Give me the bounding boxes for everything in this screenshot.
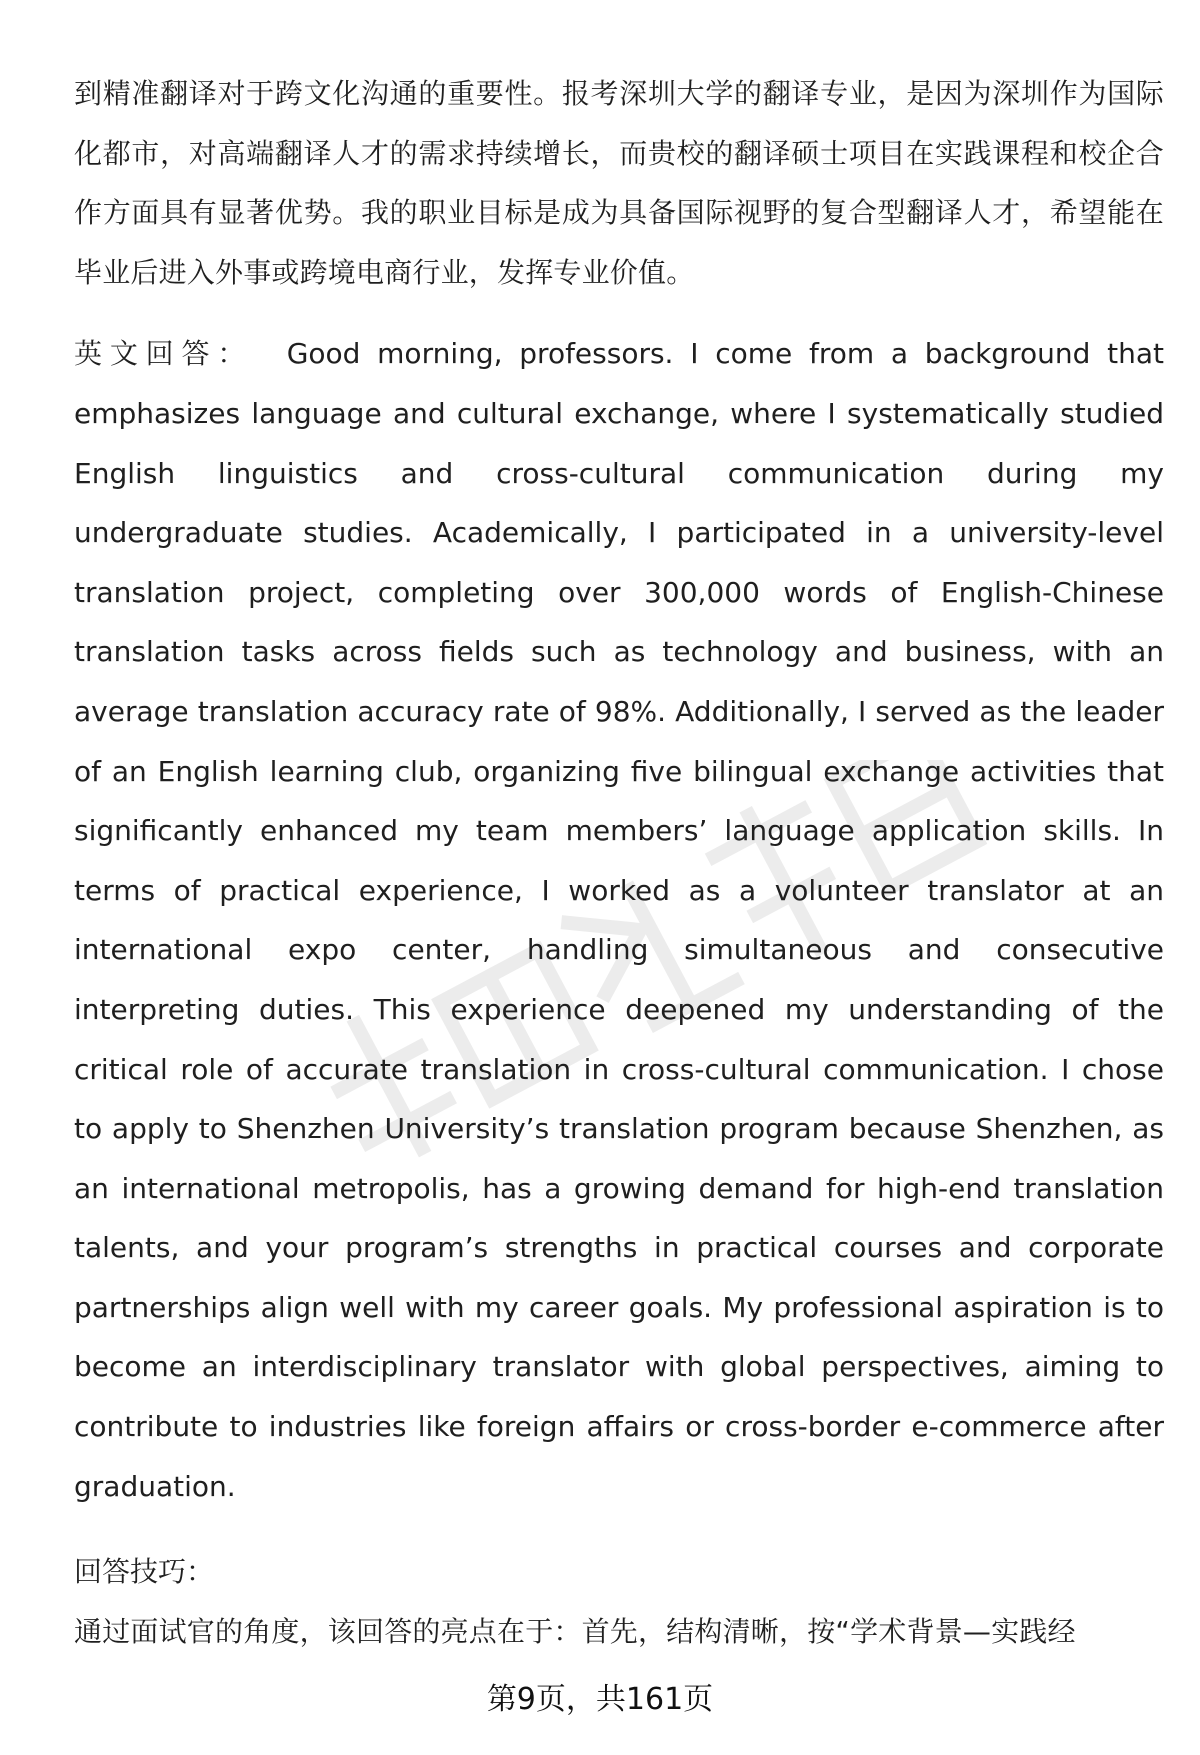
paragraph-gap bbox=[74, 302, 1164, 324]
english-answer-label: 英文回答： bbox=[74, 337, 254, 371]
page-number-footer: 第9页，共161页 bbox=[486, 1682, 714, 1717]
continuation-paragraph: 到精准翻译对于跨文化沟通的重要性。报考深圳大学的翻译专业，是因为深圳作为国际化都市，对高端翻译人才的需求持续增长，而贵校的翻译硕士项目在实践课程和校企合作方面具有显著优势。我的职业目标是成为具备国际视野的复合型翻译人才，希望能在毕业后进入外事或跨境电商行业，发挥专业价值。 bbox=[74, 77, 1164, 289]
document-page bbox=[74, 64, 1164, 1661]
tips-label: 回答技巧： bbox=[74, 1555, 215, 1589]
english-answer-text: Good morning, professors. I come from a background that emphasizes language and cultural exchange, where I systematically studied English linguistics and cross-cultural communication during my undergraduate studies. Academically, I participated in a university-level translation project, completing over 300,000 words of English-Chinese translation tasks across fields such as technology and business, with an average translation accuracy rate of 98%. Additionally, I served as the leader of an English learning club, organizing five bilingual exchange activities that significantly enhanced my team members’ language application skills. In terms of practical experience, I worked as a volunteer translator at an international expo center, handling simultaneous and consecutive interpreting duties. This experience deepened my understanding of the critical role of accurate translation in cross-cultural communication. I chose to apply to Shenzhen University’s translation program because Shenzhen, as an international metropolis, has a growing demand for high-end translation talents, and your program’s strengths in practical courses and corporate partnerships align well with my career goals. My professional aspiration is to become an interdisciplinary translator with global perspectives, aiming to contribute to industries like foreign affairs or cross-border e-commerce after graduation. bbox=[74, 337, 1164, 1503]
tips-text: 通过面试官的角度，该回答的亮点在于：首先，结构清晰，按“学术背景—实践经 bbox=[74, 1614, 1076, 1648]
english-answer-paragraph bbox=[74, 324, 1164, 1516]
paragraph-gap bbox=[74, 1516, 1164, 1542]
